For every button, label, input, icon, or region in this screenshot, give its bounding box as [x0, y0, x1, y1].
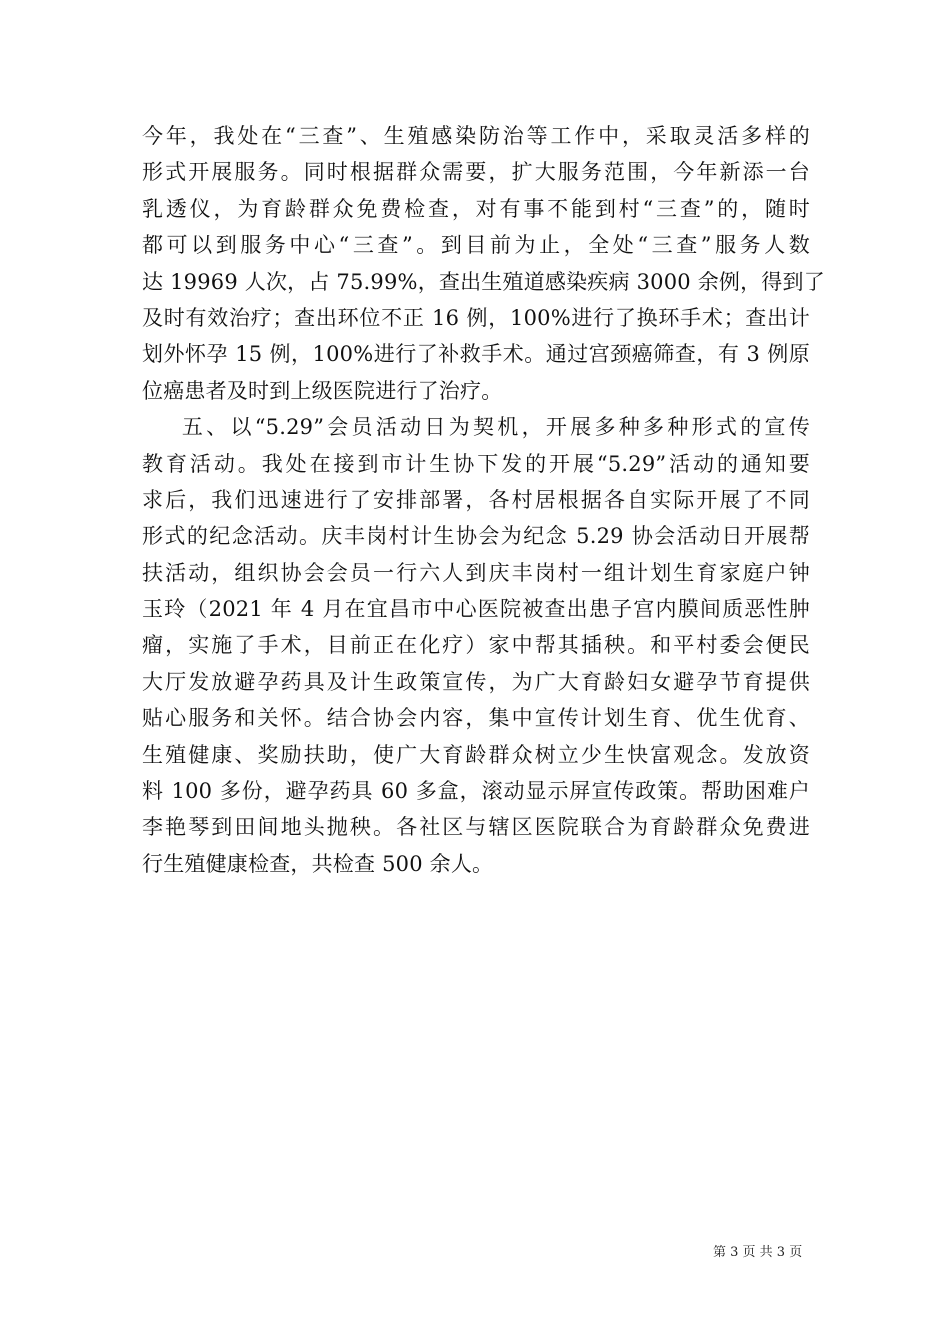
paragraph-line: 及时有效治疗；查出环位不正 16 例，100%进行了换环手术；查出计 — [142, 305, 810, 330]
paragraph-line: 乳透仪，为育龄群众免费检查，对有事不能到村“三查”的，随时 — [142, 196, 810, 221]
paragraph-line: 五、以“5.29”会员活动日为契机，开展多种多种形式的宣传 — [142, 415, 810, 440]
paragraph-line: 求后，我们迅速进行了安排部署，各村居根据各自实际开展了不同 — [142, 487, 810, 512]
paragraph-line: 形式的纪念活动。庆丰岗村计生协会为纪念 5.29 协会活动日开展帮 — [142, 524, 810, 549]
paragraph-line: 位癌患者及时到上级医院进行了治疗。 — [142, 378, 503, 403]
paragraph-line: 教育活动。我处在接到市计生协下发的开展“5.29”活动的通知要 — [142, 451, 810, 476]
paragraph-line: 李艳琴到田间地头抛秧。各社区与辖区医院联合为育龄群众免费进 — [142, 815, 810, 840]
paragraph-line: 今年，我处在“三查”、生殖感染防治等工作中，采取灵活多样的 — [142, 124, 810, 148]
paragraph-line: 瘤，实施了手术，目前正在化疗）家中帮其插秧。和平村委会便民 — [142, 633, 810, 658]
paragraph-line: 扶活动，组织协会会员一行六人到庆丰岗村一组计划生育家庭户钟 — [142, 560, 810, 585]
paragraph-line: 划外怀孕 15 例，100%进行了补救手术。通过宫颈癌筛查，有 3 例原 — [142, 342, 810, 367]
paragraph-line: 大厅发放避孕药具及计生政策宣传，为广大育龄妇女避孕节育提供 — [142, 669, 810, 694]
paragraph-line: 生殖健康、奖励扶助，使广大育龄群众树立少生快富观念。发放资 — [142, 742, 810, 767]
paragraph-line: 行生殖健康检查，共检查 500 余人。 — [142, 851, 494, 876]
paragraph-line: 都可以到服务中心“三查”。到目前为止，全处“三查”服务人数 — [142, 233, 810, 258]
paragraph-line: 料 100 多份，避孕药具 60 多盒，滚动显示屏宣传政策。帮助困难户 — [142, 779, 810, 804]
paragraph-line: 贴心服务和关怀。结合协会内容，集中宣传计划生育、优生优育、 — [142, 706, 810, 731]
paragraph-line: 达 19969 人次，占 75.99%，查出生殖道感染疾病 3000 余例，得到了 — [142, 269, 825, 294]
paragraph-line: 形式开展服务。同时根据群众需要，扩大服务范围，今年新添一台 — [142, 160, 810, 185]
document-body — [142, 118, 825, 882]
page-number: 第 3 页 共 3 页 — [713, 1245, 803, 1260]
paragraph-line: 玉玲（2021 年 4 月在宜昌市中心医院被查出患子宫内膜间质恶性肿 — [142, 597, 810, 622]
